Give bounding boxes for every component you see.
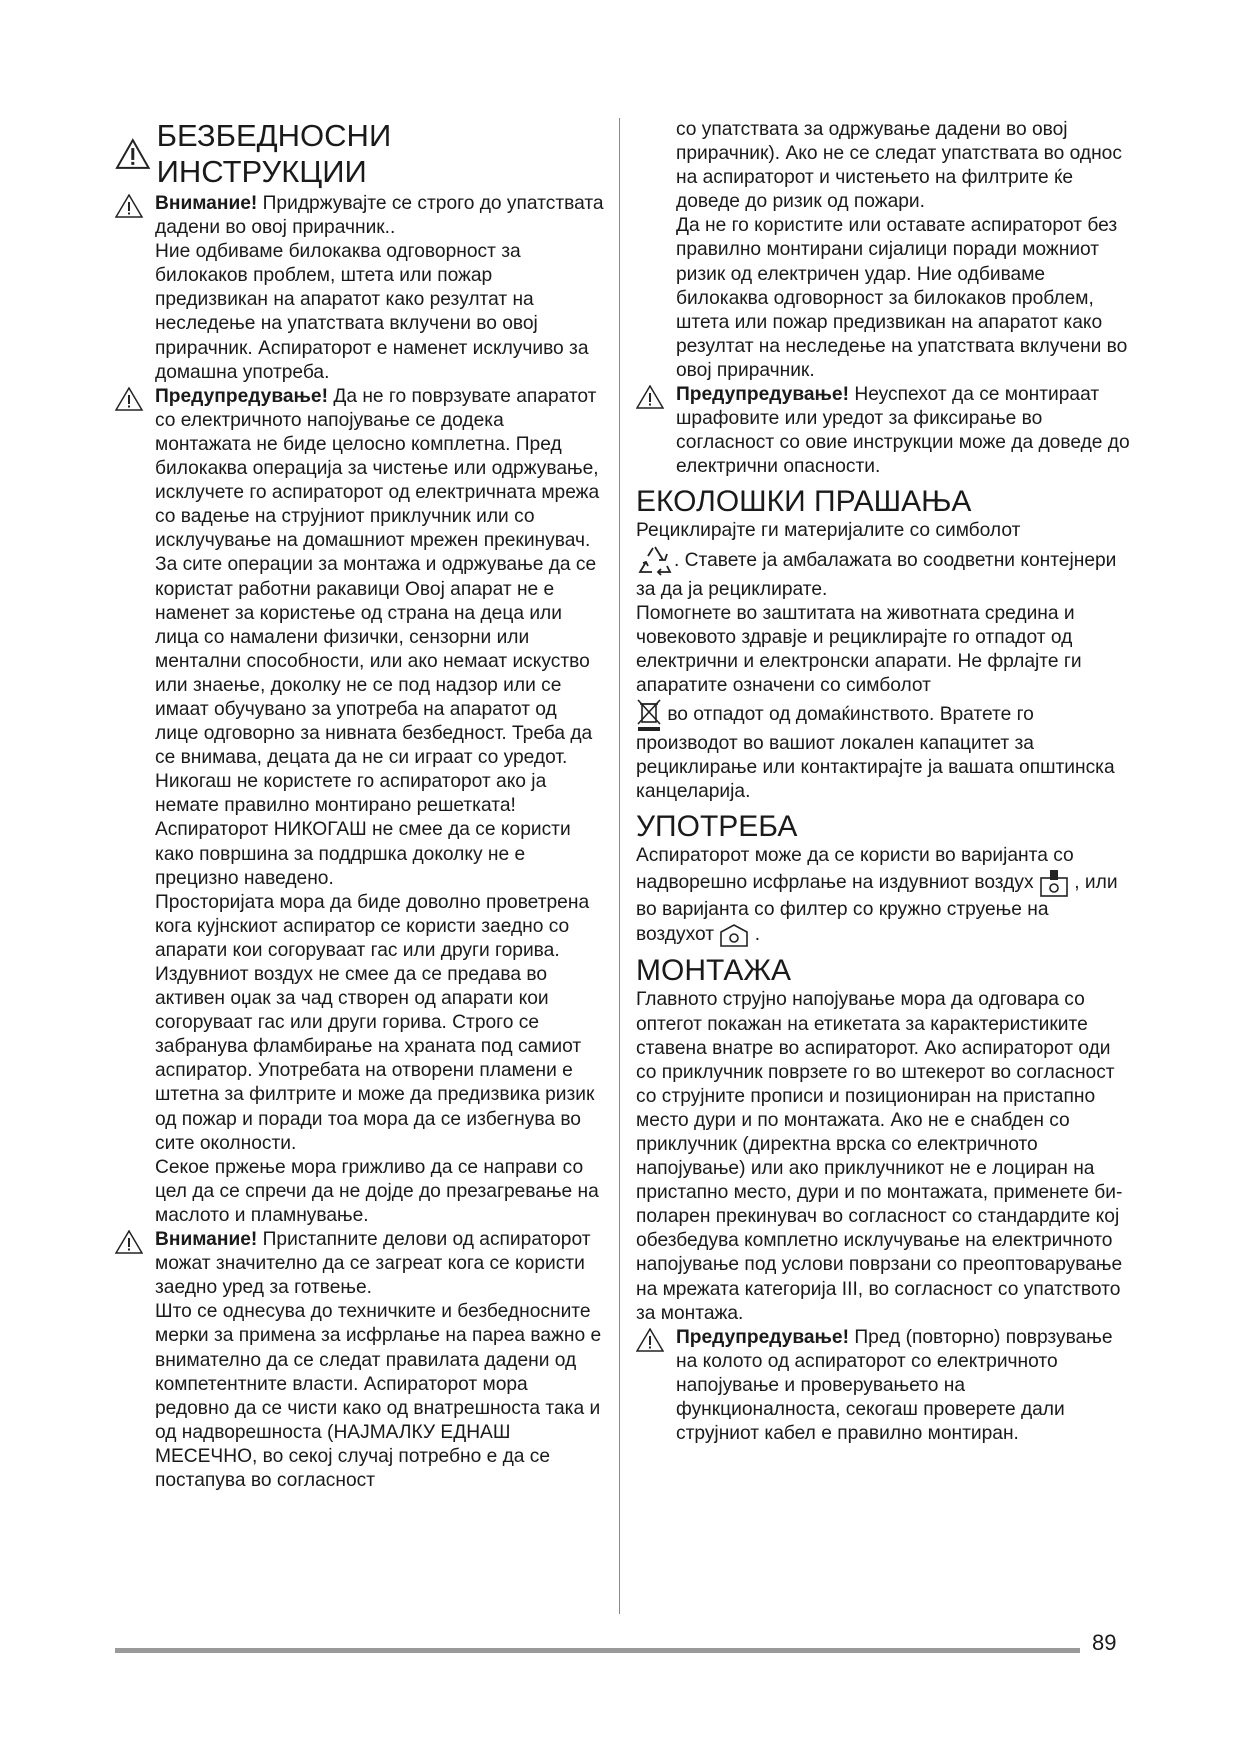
exhaust-mode-icon bbox=[1039, 868, 1069, 898]
safety-title: БЕЗБЕДНОСНИ ИНСТРУКЦИИ bbox=[156, 118, 392, 189]
eco-heading: ЕКОЛОШКИ ПРАШАЊА bbox=[636, 485, 972, 519]
warning-text: Неуспехот да се монтираат шрафовите или уредот за фиксирање во согласност со овие инструкции може да доведе до електрични опасности. bbox=[676, 384, 1130, 478]
warning-block-caution bbox=[636, 383, 1130, 479]
paragraph: За сите операции за монтажа и одржување да се користат работни ракавици Овој апарат не е наменет за користење од страна на деца или лица со намалени физички, сензорни или ментални способности, или ако немаат искуство или знаење, доколку не се под надзор или се имаат обучувано за употреба на апаратот од лице одговорно за нивната безбедност. Треба да се внимава, децата да не си играат со уредот. Никогаш не користете го аспираторот ако ја немате правилно монтирано решетката! bbox=[155, 554, 597, 817]
left-column bbox=[115, 118, 605, 1493]
warning-block-attention bbox=[115, 192, 605, 240]
warning-icon bbox=[115, 387, 143, 411]
warning-label: Внимание! bbox=[155, 1229, 258, 1251]
warning-text: Да не го поврзувате апаратот со електричното напојување се додека монтажата не биде целосно комплетна. Пред билокаква операција за чистење или одржување, исклучете го аспираторот од електричната мрежа со вадење на струјниот приклучник или со исклучување на домашниот мрежен прекинувач. bbox=[155, 385, 600, 552]
warning-icon bbox=[115, 194, 143, 218]
warning-block-caution bbox=[115, 385, 605, 554]
paragraph: Аспираторот НИКОГАШ не смее да се користи како површина за поддршка доколку не е прецизно наведено. bbox=[155, 819, 571, 889]
paragraph: со упатствата за одржување дадени во овој прирачник). Ако не се следат упатствата во однос на аспираторот и чистењето на филтрите ќе доведе до ризик од пожари. bbox=[676, 119, 1122, 213]
warning-block-caution bbox=[636, 1326, 1130, 1446]
warning-icon bbox=[115, 138, 151, 170]
paragraph: . Ставете ја амбалажата во соодветни контејнери за да ја рециклирате. bbox=[636, 544, 1130, 602]
paragraph: Главното струјно напојување мора да одговара со оптегот покажан на етикетата за карактеристиките ставена внатре во аспираторот. Ако аспираторот оди со приклучник поврзете го во штекерот во согласност со струјните прописи и позициониран на пристапно место дури и по монтажата. Ако не е снабден со приклучник (директна врска со електричното напојување) или ако приклучникот не е лоциран на пристапно место, дури и по монтажата, применете би-поларен прекинувач во согласност со стандардите кој обезбедува комплетно исклучување на електричното напојување под услови поврзани со преоптоварување на мрежата категорија III, во согласност со упатството за монтажа. bbox=[636, 989, 1123, 1324]
warning-icon bbox=[636, 385, 664, 409]
warning-label: Внимание! bbox=[155, 193, 258, 214]
safety-heading bbox=[115, 118, 605, 190]
recirculation-mode-icon bbox=[719, 922, 749, 948]
column-divider bbox=[619, 118, 620, 1614]
page-number: 89 bbox=[1092, 1630, 1117, 1655]
paragraph: Рециклирајте ги материјалите со симболот bbox=[636, 520, 1021, 542]
warning-icon bbox=[636, 1328, 664, 1352]
crossed-bin-icon bbox=[636, 698, 662, 732]
paragraph: Да не го користите или оставате аспираторот без правилно монтирани сијалици поради можниот ризик од електричен удар. Ние одбиваме билокаква одговорност за билокаков проблем, штета или пожар предизвикан на апаратот како резултат на неследење на упатствата вклучени во овој прирачник. bbox=[676, 215, 1128, 381]
paragraph: Што се однесува до техничките и безбедносните мерки за примена за исфрлање на пареа важно е внимателно да се следат правилата дадени од компетентните власти. Аспираторот мора редовно да се чисти како од внатрешноста така и од надворешноста (НАЈМАЛКУ ЕДНАШ МЕСЕЧНО, во секој случај потребно е да се постапува во согласност bbox=[155, 1301, 602, 1491]
recycle-icon bbox=[636, 544, 674, 578]
installation-heading: МОНТАЖА bbox=[636, 954, 792, 988]
warning-block-attention bbox=[115, 1228, 605, 1300]
warning-text: Пристапните делови од аспираторот можат значително да се загреат кога се користи заедно уред за готвење. bbox=[155, 1229, 591, 1299]
warning-label: Предупредување! bbox=[676, 1326, 849, 1348]
paragraph: Просторијата мора да биде доволно проветрена кога кујнскиот аспиратор се користи заедно со апарати кои согоруваат гас или други горива. Издувниот воздух не смее да се предава во активен оџак за чад створен од апарати кои согоруваат гас или други горива. Строго се забранува фламбирање на храната под самиот аспиратор. Употребата на отворени пламени е штетна за филтрите и може да предизвика ризик од пожар и поради тоа мора да се избегнува во сите околности. bbox=[155, 891, 595, 1154]
warning-label: Предупредување! bbox=[155, 385, 328, 407]
paragraph: Секое пржење мора грижливо да се направи со цел да се спречи да не дојде до презагревање на маслото и пламнување. bbox=[155, 1156, 599, 1226]
warning-icon bbox=[115, 1230, 143, 1254]
footer-rule bbox=[115, 1648, 1080, 1653]
warning-text: Придржувајте се строго до упатствата дадени во овој прирачник.. bbox=[155, 193, 604, 239]
warning-label: Предупредување! bbox=[676, 384, 849, 406]
use-heading: УПОТРЕБА bbox=[636, 810, 798, 844]
paragraph: Помогнете во заштитата на животната средина и човековото здравје и рециклирајте го отпадот од електрични и електронски апарати. Не фрлајте ги апаратите означени со симболот bbox=[636, 602, 1082, 696]
paragraph: Аспираторот може да се користи во варијанта со надворешно исфрлање на издувниот воздух , или во варијанта со филтер со кружно струење на воздухот . bbox=[636, 844, 1130, 948]
right-column bbox=[636, 118, 1130, 1446]
paragraph: во отпадот од домаќинството. Вратете го производот во вашиот локален капацитет за рециклирање или контактирајте ја вашата општинска канцеларија. bbox=[636, 698, 1130, 804]
paragraph: Ние одбиваме билокаква одговорност за билокаков проблем, штета или пожар предизвикан на апаратот како резултат на неследење на упатствата вклучени во овој прирачник. Аспираторот е наменет исклучиво за домашна употреба. bbox=[155, 241, 589, 383]
warning-text: Пред (повторно) поврзување на колото од аспираторот со електричното напојување и проверувањето на функционалноста, секогаш проверете дали струјниот кабел е правилно монтиран. bbox=[676, 1326, 1113, 1445]
